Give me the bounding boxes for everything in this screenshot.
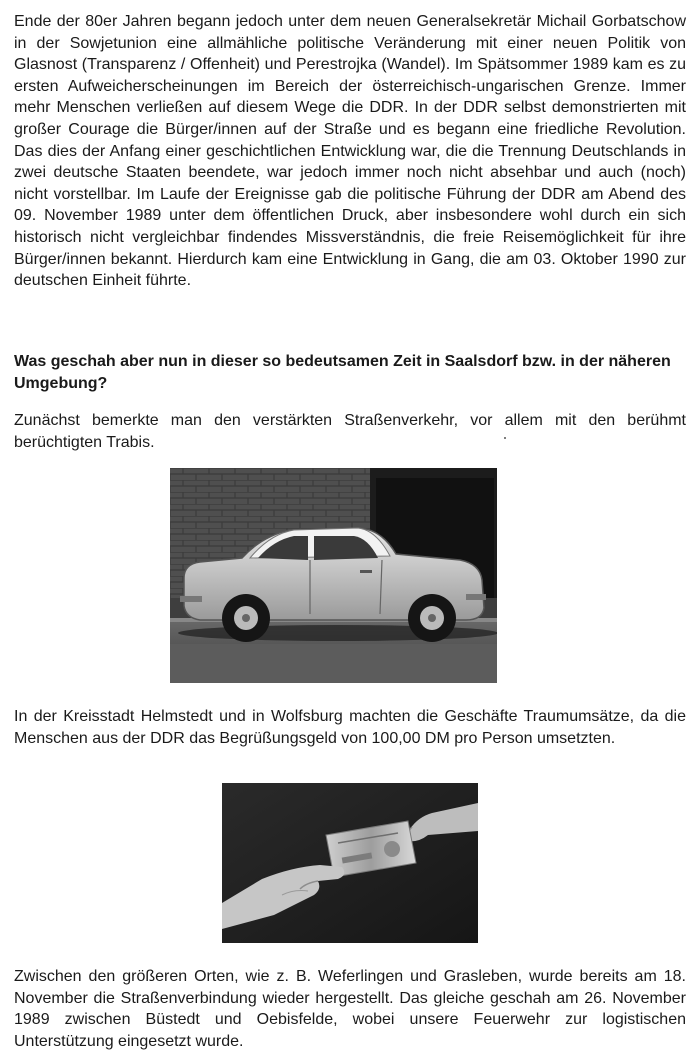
shopping-paragraph: In der Kreisstadt Helmstedt und in Wolfsburg machten die Geschäfte Traumumsätze, da die Menschen aus der DDR das Begrüßungsgeld von 100,00 DM pro Person umsetzten. [14, 708, 686, 747]
trabant-photo [170, 468, 497, 683]
money-photo [222, 783, 478, 943]
section-heading: Was geschah aber nun in dieser so bedeutsamen Zeit in Saalsdorf bzw. in der näheren Umgebung? [14, 353, 671, 392]
roads-paragraph: Zwischen den größeren Orten, wie z. B. Weferlingen und Grasleben, wurde bereits am 18. November die Straßenverbindung wieder hergestellt. Das gleiche geschah am 26. November 1989 zwischen Büstedt und Oebisfelde, wobei unsere Feuerwehr zur logistischen Unterstützung eingesetzt wurde. [14, 968, 686, 1050]
banknote-handover-illustration [222, 783, 478, 943]
scan-speck [504, 437, 506, 439]
trabant-car-illustration [170, 468, 497, 683]
traffic-paragraph: Zunächst bemerkte man den verstärkten Straßenverkehr, vor allem mit den berühmt berüchtigten Trabis. [14, 412, 686, 451]
intro-paragraph: Ende der 80er Jahren begann jedoch unter dem neuen Generalsekretär Michail Gorbatschow in der Sowjetunion eine allmähliche politische Veränderung mit einer neuen Politik von Glasnost (Transparenz / Offenheit) und Perestrojka (Wandel). Im Spätsommer 1989 kam es zu ersten Aufweicherscheinungen im Bereich der österreichisch-ungarischen Grenze. Immer mehr Menschen verließen auf diesem Wege die DDR. In der DDR selbst demonstrierten mit großer Courage die Bürger/innen auf der Straße und es begann eine friedliche Revolution. Das dies der Anfang einer geschichtlichen Entwicklung war, die die Trennung Deutschlands in zwei deutsche Staaten beendete, war jedoch immer noch nicht absehbar und auch (noch) nicht vorstellbar. Im Laufe der Ereignisse gab die politische Führung der DDR am Abend des 09. November 1989 unter dem öffentlichen Druck, aber insbesondere wohl durch ein sich historisch nicht vergleichbar findendes Missverständnis, die freie Reisemöglichkeit für ihre Bürger/innen bekannt. Hierdurch kam eine Entwicklung in Gang, die am 03. Oktober 1990 zur deutschen Einheit führte. [14, 13, 686, 290]
